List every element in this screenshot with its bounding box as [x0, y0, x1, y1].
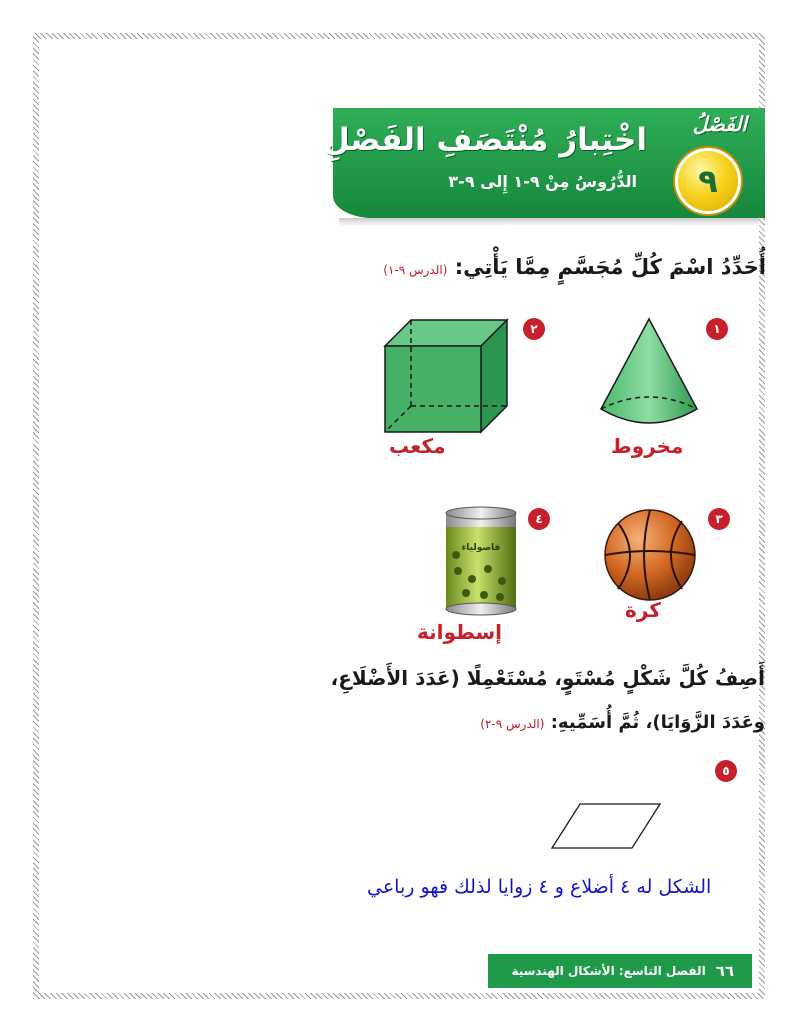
item-number-2: ٢ — [523, 318, 545, 340]
parallelogram-icon — [548, 800, 664, 852]
item-4-answer: إسطوانة — [417, 620, 503, 644]
can-icon — [444, 505, 518, 617]
banner-shadow — [339, 218, 759, 226]
can-body-icon — [444, 505, 518, 617]
question-2-lesson-ref: (الدرس ٩-٢) — [480, 717, 545, 731]
item-1-answer: مخروط — [611, 434, 684, 458]
basketball-icon — [602, 507, 698, 603]
footer-chapter-title: الفصل التاسع: الأشكال الهندسية — [511, 964, 706, 978]
item-number-1: ١ — [706, 318, 728, 340]
chapter-banner — [322, 108, 765, 226]
item-2-answer: مكعب — [389, 434, 446, 458]
question-2-line-2 — [480, 712, 765, 733]
chapter-word: الفَصْلُ — [692, 112, 747, 136]
question-1-prompt: أُحَدِّدُ اسْمَ كُلِّ مُجَسَّمٍ مِمَّا يَأْتِي: — [454, 255, 766, 279]
item-number-4: ٤ — [528, 508, 550, 530]
question-2-line-1: أَصِفُ كُلَّ شَكْلٍ مُسْتَوٍ، مُسْتَعْمِلًا (عَدَدَ الأَضْلَاعِ، — [330, 666, 765, 690]
page-footer — [488, 954, 752, 988]
cube-icon — [381, 318, 521, 434]
question-1-lesson-ref: (الدرس ٩-١) — [383, 263, 448, 277]
item-number-5: ٥ — [715, 760, 737, 782]
can-label-text: فاصولياء — [461, 543, 501, 553]
page-title: اخْتِبارُ مُنْتَصَفِ الفَصْلِ — [322, 122, 647, 158]
page-number: ٦٦ — [715, 962, 734, 980]
item-3-answer: كرة — [625, 598, 661, 622]
lessons-range: الدُّرُوسُ مِنْ ٩-١ إِلى ٩-٣ — [448, 172, 637, 191]
chapter-number-badge: ٩ — [675, 148, 741, 214]
student-answer: الشكل له ٤ أضلاع و ٤ زوايا لذلك فهو رباعي — [367, 876, 712, 898]
cone-icon — [593, 315, 705, 427]
question-2-prompt: وعَدَدَ الزَّوَايَا)، ثُمَّ أُسَمِّيهِ: — [550, 712, 765, 733]
item-number-3: ٣ — [708, 508, 730, 530]
question-1-text — [383, 255, 766, 279]
